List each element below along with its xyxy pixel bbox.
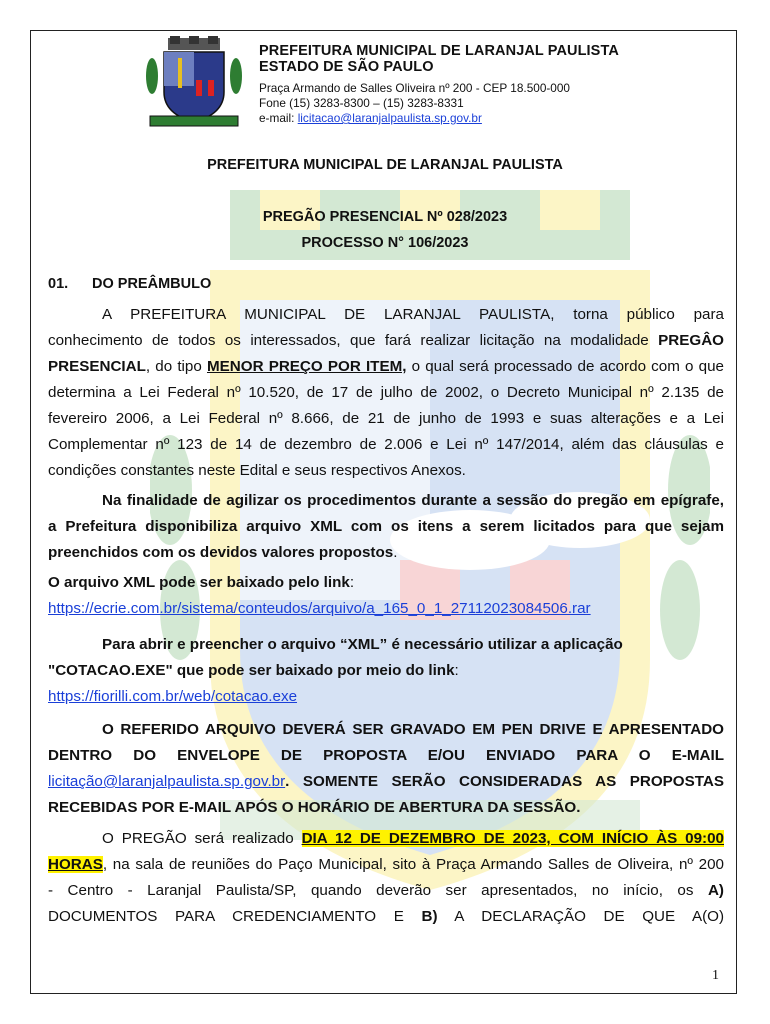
processo-title: PROCESSO N° 106/2023 [301, 235, 469, 251]
section-heading [48, 271, 724, 297]
header-email-link[interactable]: licitacao@laranjalpaulista.sp.gov.br [297, 111, 482, 125]
p5-line-4: DOCUMENTOS PARA CREDENCIAMENTO E B) A DECLARAÇÃO DE QUE A(O) [48, 908, 725, 925]
header-phone: Fone (15) 3283-8300 – (15) 3283-8331 [259, 96, 464, 110]
p4-line-3: licitação@laranjalpaulista.sp.gov.br. SOMENTE SERÃO CONSIDERADAS AS PROPOSTAS [48, 773, 724, 790]
xml-download-link[interactable]: https://ecrie.com.br/sistema/conteudos/arquivo/a_165_0_1_27112023084506.rar [48, 600, 591, 617]
cotacao-download-link[interactable]: https://fiorilli.com.br/web/cotacao.exe [48, 688, 298, 705]
header-title-state: ESTADO DE SÃO PAULO [259, 59, 434, 75]
p1-line-2: conhecimento de todos os interessados, que fará realizar licitação na modalidade PREGÂO [48, 332, 724, 349]
p1-line-4: determina a Lei Federal nº 10.520, de 17 de julho de 2002, o Decreto Municipal nº 2.135 de [48, 384, 724, 401]
section-number: 01. [48, 276, 69, 292]
section-title: DO PREÂMBULO [92, 276, 212, 292]
p2-line-2: a Prefeitura disponibiliza arquivo XML com os itens a serem licitados para que sejam [48, 518, 724, 535]
page-number: 1 [712, 968, 719, 983]
org-title: PREFEITURA MUNICIPAL DE LARANJAL PAULISTA [207, 157, 563, 173]
p1-line-1: A PREFEITURA MUNICIPAL DE LARANJAL PAULISTA, torna público para [102, 306, 724, 323]
p5-line-2: HORAS, na sala de reuniões do Paço Municipal, sito à Praça Armando Salles de Oliveira, nº 200 [48, 856, 724, 873]
p3-line-1: Para abrir e preencher o arquivo “XML” é necessário utilizar a aplicação [102, 636, 623, 653]
xml-download [48, 570, 724, 622]
pregao-title: PREGÃO PRESENCIAL Nº 028/2023 [262, 209, 508, 225]
session-date-paragraph [48, 826, 724, 930]
p2-line-1: Na finalidade de agilizar os procedimentos durante a sessão do pregão em epígrafe, [102, 492, 724, 509]
p1-line-5: fevereiro 2006, a Lei Federal nº 8.666, de 21 de junho de 1993 e suas alterações e a Lei [48, 410, 724, 427]
licitacao-email-link[interactable]: licitação@laranjalpaulista.sp.gov.br [48, 773, 286, 790]
cotacao-paragraph [48, 632, 724, 710]
xml-notice-paragraph [48, 488, 724, 566]
header-email-line [259, 111, 619, 126]
p2-line-3: preenchidos com os devidos valores propostos. [48, 544, 398, 561]
p3-line-2: "COTACAO.EXE" que pode ser baixado por meio do link: [48, 662, 459, 679]
letterhead [259, 43, 619, 126]
p4-line-2: DENTRO DO ENVELOPE DE PROPOSTA E/OU ENVIADO PARA O E-MAIL [48, 747, 724, 764]
header-email-label: e-mail: [259, 111, 298, 125]
p1-line-3: PRESENCIAL, do tipo MENOR PREÇO POR ITEM, o qual será processado de acordo com o que [48, 358, 724, 375]
municipal-crest-logo [144, 36, 244, 132]
header-address: Praça Armando de Salles Oliveira nº 200 - CEP 18.500-000 [259, 81, 570, 95]
pen-drive-paragraph [48, 717, 724, 821]
xml-label-line: O arquivo XML pode ser baixado pelo link: [48, 574, 355, 591]
p1-line-6: Complementar nº 123 de 14 de dezembro de 2.006 e Lei nº 147/2014, além das cláusulas e [48, 436, 724, 453]
p5-line-1: O PREGÃO será realizado DIA 12 DE DEZEMBRO DE 2023, COM INÍCIO ÀS 09:00 [102, 830, 724, 847]
preamble-paragraph [48, 302, 724, 484]
p1-line-7: condições constantes neste Edital e seus respectivos Anexos. [48, 462, 466, 479]
p5-line-3: - Centro - Laranjal Paulista/SP, quando deverão ser apresentados, no início, os A) [48, 882, 724, 899]
p4-line-4: RECEBIDAS POR E-MAIL APÓS O HORÁRIO DE ABERTURA DA SESSÃO. [48, 799, 581, 816]
p4-line-1: O REFERIDO ARQUIVO DEVERÁ SER GRAVADO EM PEN DRIVE E APRESENTADO [102, 721, 724, 738]
header-title-municipality: PREFEITURA MUNICIPAL DE LARANJAL PAULISTA [259, 43, 619, 59]
